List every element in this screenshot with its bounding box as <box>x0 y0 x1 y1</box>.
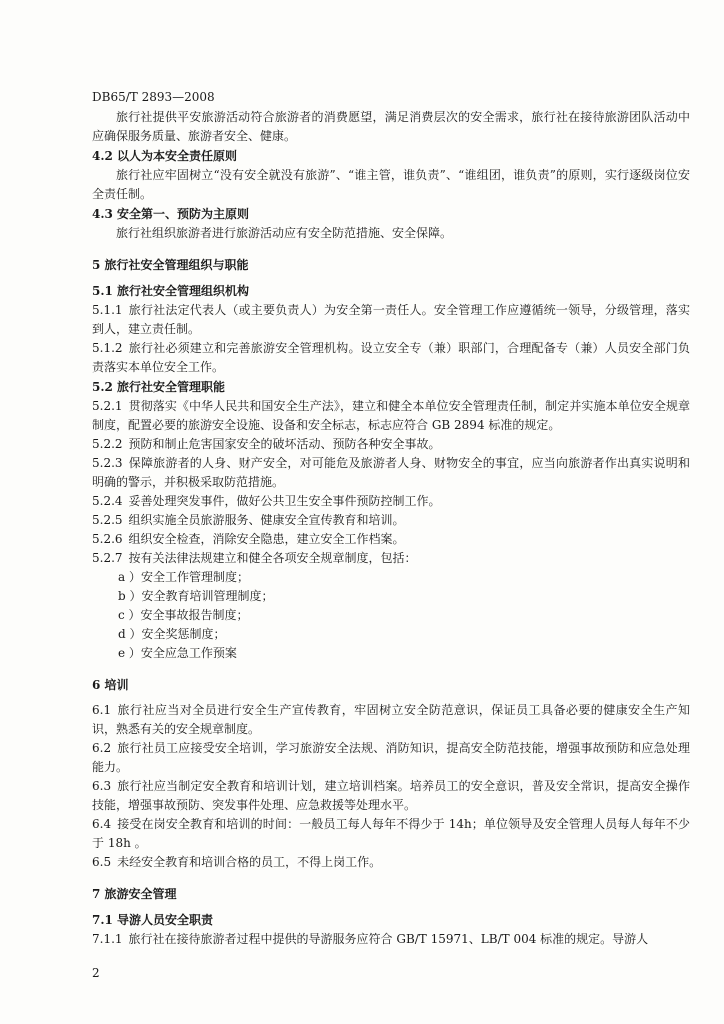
section-7-1-title: 7.1 导游人员安全职责 <box>92 913 214 927</box>
clause-item: 6.5 未经安全教育和培训合格的员工，不得上岗工作。 <box>92 855 382 869</box>
section-5-2-title: 5.2 旅行社安全管理职能 <box>92 380 226 394</box>
clause-item: 5.2.2 预防和制止危害国家安全的破坏活动、预防各种安全事故。 <box>92 437 441 451</box>
section-7-title: 7 旅游安全管理 <box>92 887 177 901</box>
list-subitem: d ）安全奖惩制度； <box>118 627 226 641</box>
clause-item: 6.4 接受在岗安全教育和培训的时间：一般员工每人每年不得少于 14h；单位领导及安全管理人员每人每年不少于 18h 。 <box>92 817 690 850</box>
clause-item: 5.2.6 组织安全检查，消除安全隐患，建立安全工作档案。 <box>92 532 405 546</box>
intro-paragraph: 旅行社提供平安旅游活动符合旅游者的消费愿望，满足消费层次的安全需求，旅行社在接待旅游团队活动中应确保服务质量、旅游者安全、健康。 <box>92 110 690 143</box>
clause-item: 7.1.1 旅行社在接待旅游者过程中提供的导游服务应符合 GB/T 15971、LB/T 004 标准的规定。导游人 <box>92 932 649 946</box>
section-6-title: 6 培训 <box>92 678 129 692</box>
section-4-2-title: 4.2 以人为本安全责任原则 <box>92 149 238 163</box>
list-subitem: e ）安全应急工作预案 <box>118 646 237 660</box>
clause-item: 5.1.1 旅行社法定代表人（或主要负责人）为安全第一责任人。安全管理工作应遵循统一领导，分级管理，落实到人，建立责任制。 <box>92 303 690 336</box>
clause-item: 5.1.2 旅行社必须建立和完善旅游安全管理机构。设立安全专（兼）职部门，合理配备专（兼）人员安全部门负责落实本单位安全工作。 <box>92 341 690 374</box>
clause-item: 5.2.1 贯彻落实《中华人民共和国安全生产法》，建立和健全本单位安全管理责任制，制定并实施本单位安全规章制度，配置必要的旅游安全设施、设备和安全标志，标志应符合 GB 2894 标准的规定。 <box>92 399 690 432</box>
clause-item: 5.2.4 妥善处理突发事件，做好公共卫生安全事件预防控制工作。 <box>92 494 441 508</box>
list-subitem: c ）安全事故报告制度； <box>118 608 249 622</box>
list-subitem: a ）安全工作管理制度； <box>118 570 249 584</box>
section-4-2-text: 旅行社应牢固树立“没有安全就没有旅游”、“谁主管，谁负责”、“谁组团，谁负责”的原则，实行逐级岗位安全责任制。 <box>92 168 690 201</box>
section-5-title: 5 旅行社安全管理组织与职能 <box>92 258 249 272</box>
clause-item: 5.2.5 组织实施全员旅游服务、健康安全宣传教育和培训。 <box>92 513 405 527</box>
standard-code: DB65/T 2893—2008 <box>92 90 215 104</box>
clause-item: 5.2.7 按有关法律法规建立和健全各项安全规章制度，包括： <box>92 551 417 565</box>
page-number: 2 <box>92 966 100 980</box>
clause-item: 6.3 旅行社应当制定安全教育和培训计划，建立培训档案。培养员工的安全意识，普及安全常识，提高安全操作技能，增强事故预防、突发事件处理、应急救援等处理水平。 <box>92 779 690 812</box>
section-4-3-text: 旅行社组织旅游者进行旅游活动应有安全防范措施、安全保障。 <box>116 226 453 240</box>
clause-item: 6.1 旅行社应当对全员进行安全生产宣传教育，牢固树立安全防范意识，保证员工具备必要的健康安全生产知识，熟悉有关的安全规章制度。 <box>92 703 690 736</box>
section-4-3-title: 4.3 安全第一、预防为主原则 <box>92 207 250 221</box>
document-body <box>92 108 690 949</box>
clause-item: 6.2 旅行社员工应接受安全培训，学习旅游安全法规、消防知识，提高安全防范技能，增强事故预防和应急处理能力。 <box>92 741 690 774</box>
clause-item: 5.2.3 保障旅游者的人身、财产安全，对可能危及旅游者人身、财物安全的事宜，应当向旅游者作出真实说明和明确的警示，并积极采取防范措施。 <box>92 456 690 489</box>
list-subitem: b ）安全教育培训管理制度； <box>118 589 274 603</box>
section-5-1-title: 5.1 旅行社安全管理组织机构 <box>92 284 250 298</box>
